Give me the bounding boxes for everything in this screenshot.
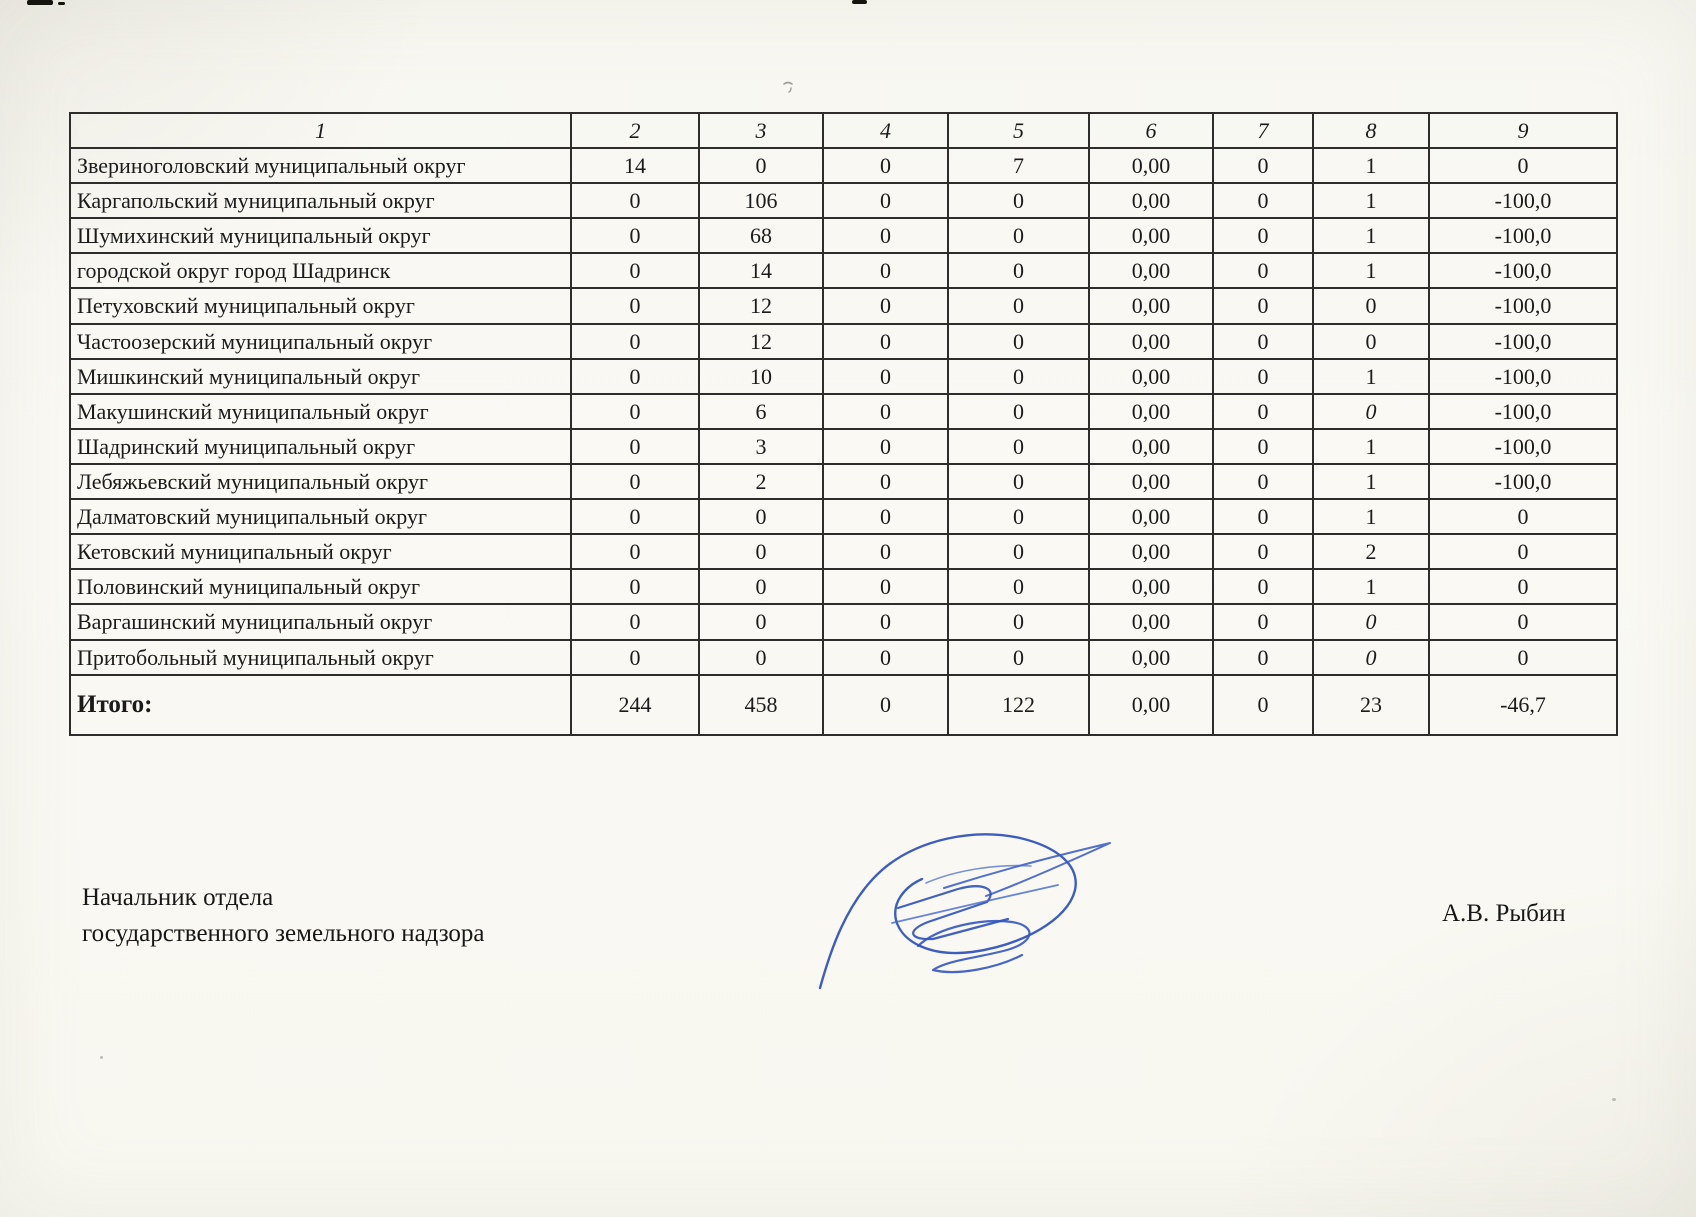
value-cell: 0 — [699, 148, 823, 183]
value-cell: 0 — [823, 218, 948, 253]
value-cell: 0 — [1313, 640, 1429, 675]
value-cell: 1 — [1313, 148, 1429, 183]
value-cell: 0 — [1429, 148, 1617, 183]
value-cell: 0 — [948, 394, 1089, 429]
value-cell: 0 — [699, 569, 823, 604]
value-cell: 0 — [1213, 359, 1313, 394]
total-row — [70, 675, 1617, 735]
column-header: 2 — [571, 113, 699, 148]
value-cell: 106 — [699, 183, 823, 218]
handwritten-signature-ink — [806, 826, 1126, 1001]
value-cell: 0,00 — [1089, 288, 1213, 323]
value-cell: 0 — [823, 604, 948, 639]
signer-name: А.В. Рыбин — [1442, 900, 1566, 927]
scan-dot — [1612, 1098, 1616, 1101]
district-name-cell: Лебяжьевский муниципальный округ — [70, 464, 571, 499]
value-cell: -100,0 — [1429, 394, 1617, 429]
value-cell: 0 — [948, 534, 1089, 569]
column-header: 1 — [70, 113, 571, 148]
district-name-cell: Притобольный муниципальный округ — [70, 640, 571, 675]
table-row — [70, 218, 1617, 253]
table-row — [70, 464, 1617, 499]
value-cell: 0 — [571, 359, 699, 394]
value-cell: 68 — [699, 218, 823, 253]
value-cell: 12 — [699, 324, 823, 359]
value-cell: 0 — [1213, 429, 1313, 464]
value-cell: 0 — [699, 534, 823, 569]
value-cell: 0,00 — [1089, 324, 1213, 359]
value-cell: 0 — [823, 534, 948, 569]
value-cell: 0 — [823, 324, 948, 359]
value-cell: 0 — [823, 394, 948, 429]
table-row — [70, 253, 1617, 288]
total-value-cell: 244 — [571, 675, 699, 735]
value-cell: 0 — [823, 359, 948, 394]
value-cell: 0 — [571, 499, 699, 534]
value-cell: -100,0 — [1429, 288, 1617, 323]
value-cell: 0 — [823, 499, 948, 534]
value-cell: 0 — [1213, 148, 1313, 183]
value-cell: -100,0 — [1429, 253, 1617, 288]
district-name-cell: Кетовский муниципальный округ — [70, 534, 571, 569]
table-row — [70, 359, 1617, 394]
value-cell: 0 — [571, 394, 699, 429]
total-value-cell: 0,00 — [1089, 675, 1213, 735]
value-cell: 0 — [1429, 604, 1617, 639]
value-cell: 0 — [948, 359, 1089, 394]
value-cell: 0 — [571, 464, 699, 499]
value-cell: 0 — [823, 569, 948, 604]
value-cell: 0 — [1213, 464, 1313, 499]
total-label-cell: Итого: — [70, 675, 571, 735]
value-cell: 0 — [1313, 394, 1429, 429]
value-cell: 0 — [1213, 534, 1313, 569]
scan-speck — [852, 0, 867, 4]
district-name-cell: городской округ город Шадринск — [70, 253, 571, 288]
value-cell: -100,0 — [1429, 218, 1617, 253]
scan-dot — [100, 1056, 103, 1059]
value-cell: 0 — [948, 640, 1089, 675]
value-cell: 0,00 — [1089, 183, 1213, 218]
value-cell: 0 — [571, 569, 699, 604]
report-table — [69, 112, 1618, 736]
value-cell: 0 — [948, 464, 1089, 499]
value-cell: 0,00 — [1089, 218, 1213, 253]
total-value-cell: 458 — [699, 675, 823, 735]
value-cell: 0 — [571, 183, 699, 218]
value-cell: 12 — [699, 288, 823, 323]
value-cell: 0,00 — [1089, 604, 1213, 639]
value-cell: -100,0 — [1429, 429, 1617, 464]
table-row — [70, 534, 1617, 569]
value-cell: 0 — [948, 324, 1089, 359]
value-cell: 1 — [1313, 499, 1429, 534]
value-cell: 0 — [1213, 394, 1313, 429]
district-name-cell: Мишкинский муниципальный округ — [70, 359, 571, 394]
value-cell: 1 — [1313, 183, 1429, 218]
value-cell: 0 — [1313, 288, 1429, 323]
value-cell: 0 — [948, 569, 1089, 604]
value-cell: 1 — [1313, 464, 1429, 499]
value-cell: 0 — [823, 183, 948, 218]
value-cell: 0,00 — [1089, 499, 1213, 534]
table-row — [70, 324, 1617, 359]
value-cell: 2 — [1313, 534, 1429, 569]
value-cell: 0 — [948, 429, 1089, 464]
value-cell: 0 — [699, 640, 823, 675]
value-cell: 1 — [1313, 253, 1429, 288]
value-cell: 1 — [1313, 218, 1429, 253]
scan-speck — [27, 0, 53, 5]
district-name-cell: Шумихинский муниципальный округ — [70, 218, 571, 253]
column-header: 8 — [1313, 113, 1429, 148]
value-cell: 0 — [699, 499, 823, 534]
signer-position — [82, 880, 485, 951]
signer-position-line1: Начальник отдела — [82, 884, 274, 911]
value-cell: 0 — [1429, 534, 1617, 569]
value-cell: 0 — [823, 464, 948, 499]
value-cell: 1 — [1313, 569, 1429, 604]
value-cell: 0 — [571, 253, 699, 288]
value-cell: 0 — [823, 640, 948, 675]
district-name-cell: Петуховский муниципальный округ — [70, 288, 571, 323]
value-cell: 0 — [1213, 499, 1313, 534]
value-cell: 0 — [823, 288, 948, 323]
table-row — [70, 183, 1617, 218]
value-cell: -100,0 — [1429, 464, 1617, 499]
value-cell: 0 — [948, 183, 1089, 218]
value-cell: 0 — [1213, 640, 1313, 675]
value-cell: 0 — [948, 499, 1089, 534]
value-cell: 14 — [571, 148, 699, 183]
column-header: 6 — [1089, 113, 1213, 148]
value-cell: 0 — [1213, 324, 1313, 359]
value-cell: 0 — [1213, 218, 1313, 253]
value-cell: 1 — [1313, 359, 1429, 394]
table-row — [70, 288, 1617, 323]
value-cell: 0 — [571, 534, 699, 569]
value-cell: 0 — [1213, 183, 1313, 218]
table-row — [70, 569, 1617, 604]
total-value-cell: 0 — [823, 675, 948, 735]
value-cell: 0 — [1213, 253, 1313, 288]
table-row — [70, 640, 1617, 675]
value-cell: 0,00 — [1089, 394, 1213, 429]
value-cell: 0 — [1213, 288, 1313, 323]
district-name-cell: Далматовский муниципальный округ — [70, 499, 571, 534]
value-cell: 0 — [948, 253, 1089, 288]
value-cell: 0 — [823, 253, 948, 288]
value-cell: 0,00 — [1089, 359, 1213, 394]
total-value-cell: 122 — [948, 675, 1089, 735]
district-name-cell: Варгашинский муниципальный округ — [70, 604, 571, 639]
value-cell: 0 — [699, 604, 823, 639]
value-cell: 1 — [1313, 429, 1429, 464]
value-cell: 0 — [571, 429, 699, 464]
value-cell: 0,00 — [1089, 429, 1213, 464]
value-cell: 0 — [823, 148, 948, 183]
value-cell: -100,0 — [1429, 183, 1617, 218]
table-row — [70, 604, 1617, 639]
value-cell: 0,00 — [1089, 534, 1213, 569]
value-cell: 0 — [1313, 604, 1429, 639]
value-cell: 6 — [699, 394, 823, 429]
value-cell: 14 — [699, 253, 823, 288]
district-name-cell: Частоозерский муниципальный округ — [70, 324, 571, 359]
value-cell: 0,00 — [1089, 148, 1213, 183]
column-header: 9 — [1429, 113, 1617, 148]
value-cell: 10 — [699, 359, 823, 394]
value-cell: -100,0 — [1429, 324, 1617, 359]
value-cell: 3 — [699, 429, 823, 464]
value-cell: 0,00 — [1089, 253, 1213, 288]
table-row — [70, 429, 1617, 464]
value-cell: -100,0 — [1429, 359, 1617, 394]
column-number-header-row — [70, 113, 1617, 148]
district-name-cell: Звериноголовский муниципальный округ — [70, 148, 571, 183]
scan-speck — [58, 2, 65, 5]
district-name-cell: Шадринский муниципальный округ — [70, 429, 571, 464]
stray-pen-mark — [781, 80, 797, 94]
column-header: 7 — [1213, 113, 1313, 148]
column-header: 4 — [823, 113, 948, 148]
value-cell: 0 — [948, 288, 1089, 323]
value-cell: 0 — [571, 604, 699, 639]
district-name-cell: Каргапольский муниципальный округ — [70, 183, 571, 218]
value-cell: 0 — [1429, 640, 1617, 675]
column-header: 5 — [948, 113, 1089, 148]
value-cell: 0 — [571, 324, 699, 359]
total-value-cell: 0 — [1213, 675, 1313, 735]
value-cell: 0 — [1213, 569, 1313, 604]
column-header: 3 — [699, 113, 823, 148]
value-cell: 0 — [571, 288, 699, 323]
value-cell: 2 — [699, 464, 823, 499]
total-value-cell: 23 — [1313, 675, 1429, 735]
value-cell: 0 — [1213, 604, 1313, 639]
total-value-cell: -46,7 — [1429, 675, 1617, 735]
value-cell: 0,00 — [1089, 569, 1213, 604]
value-cell: 0 — [1313, 324, 1429, 359]
district-name-cell: Макушинский муниципальный округ — [70, 394, 571, 429]
value-cell: 7 — [948, 148, 1089, 183]
value-cell: 0 — [948, 604, 1089, 639]
value-cell: 0 — [571, 640, 699, 675]
district-name-cell: Половинский муниципальный округ — [70, 569, 571, 604]
value-cell: 0 — [823, 429, 948, 464]
value-cell: 0,00 — [1089, 464, 1213, 499]
table-row — [70, 394, 1617, 429]
value-cell: 0,00 — [1089, 640, 1213, 675]
signer-position-line2: государственного земельного надзора — [82, 919, 485, 947]
value-cell: 0 — [1429, 499, 1617, 534]
value-cell: 0 — [948, 218, 1089, 253]
table-row — [70, 499, 1617, 534]
table-row — [70, 148, 1617, 183]
value-cell: 0 — [571, 218, 699, 253]
value-cell: 0 — [1429, 569, 1617, 604]
